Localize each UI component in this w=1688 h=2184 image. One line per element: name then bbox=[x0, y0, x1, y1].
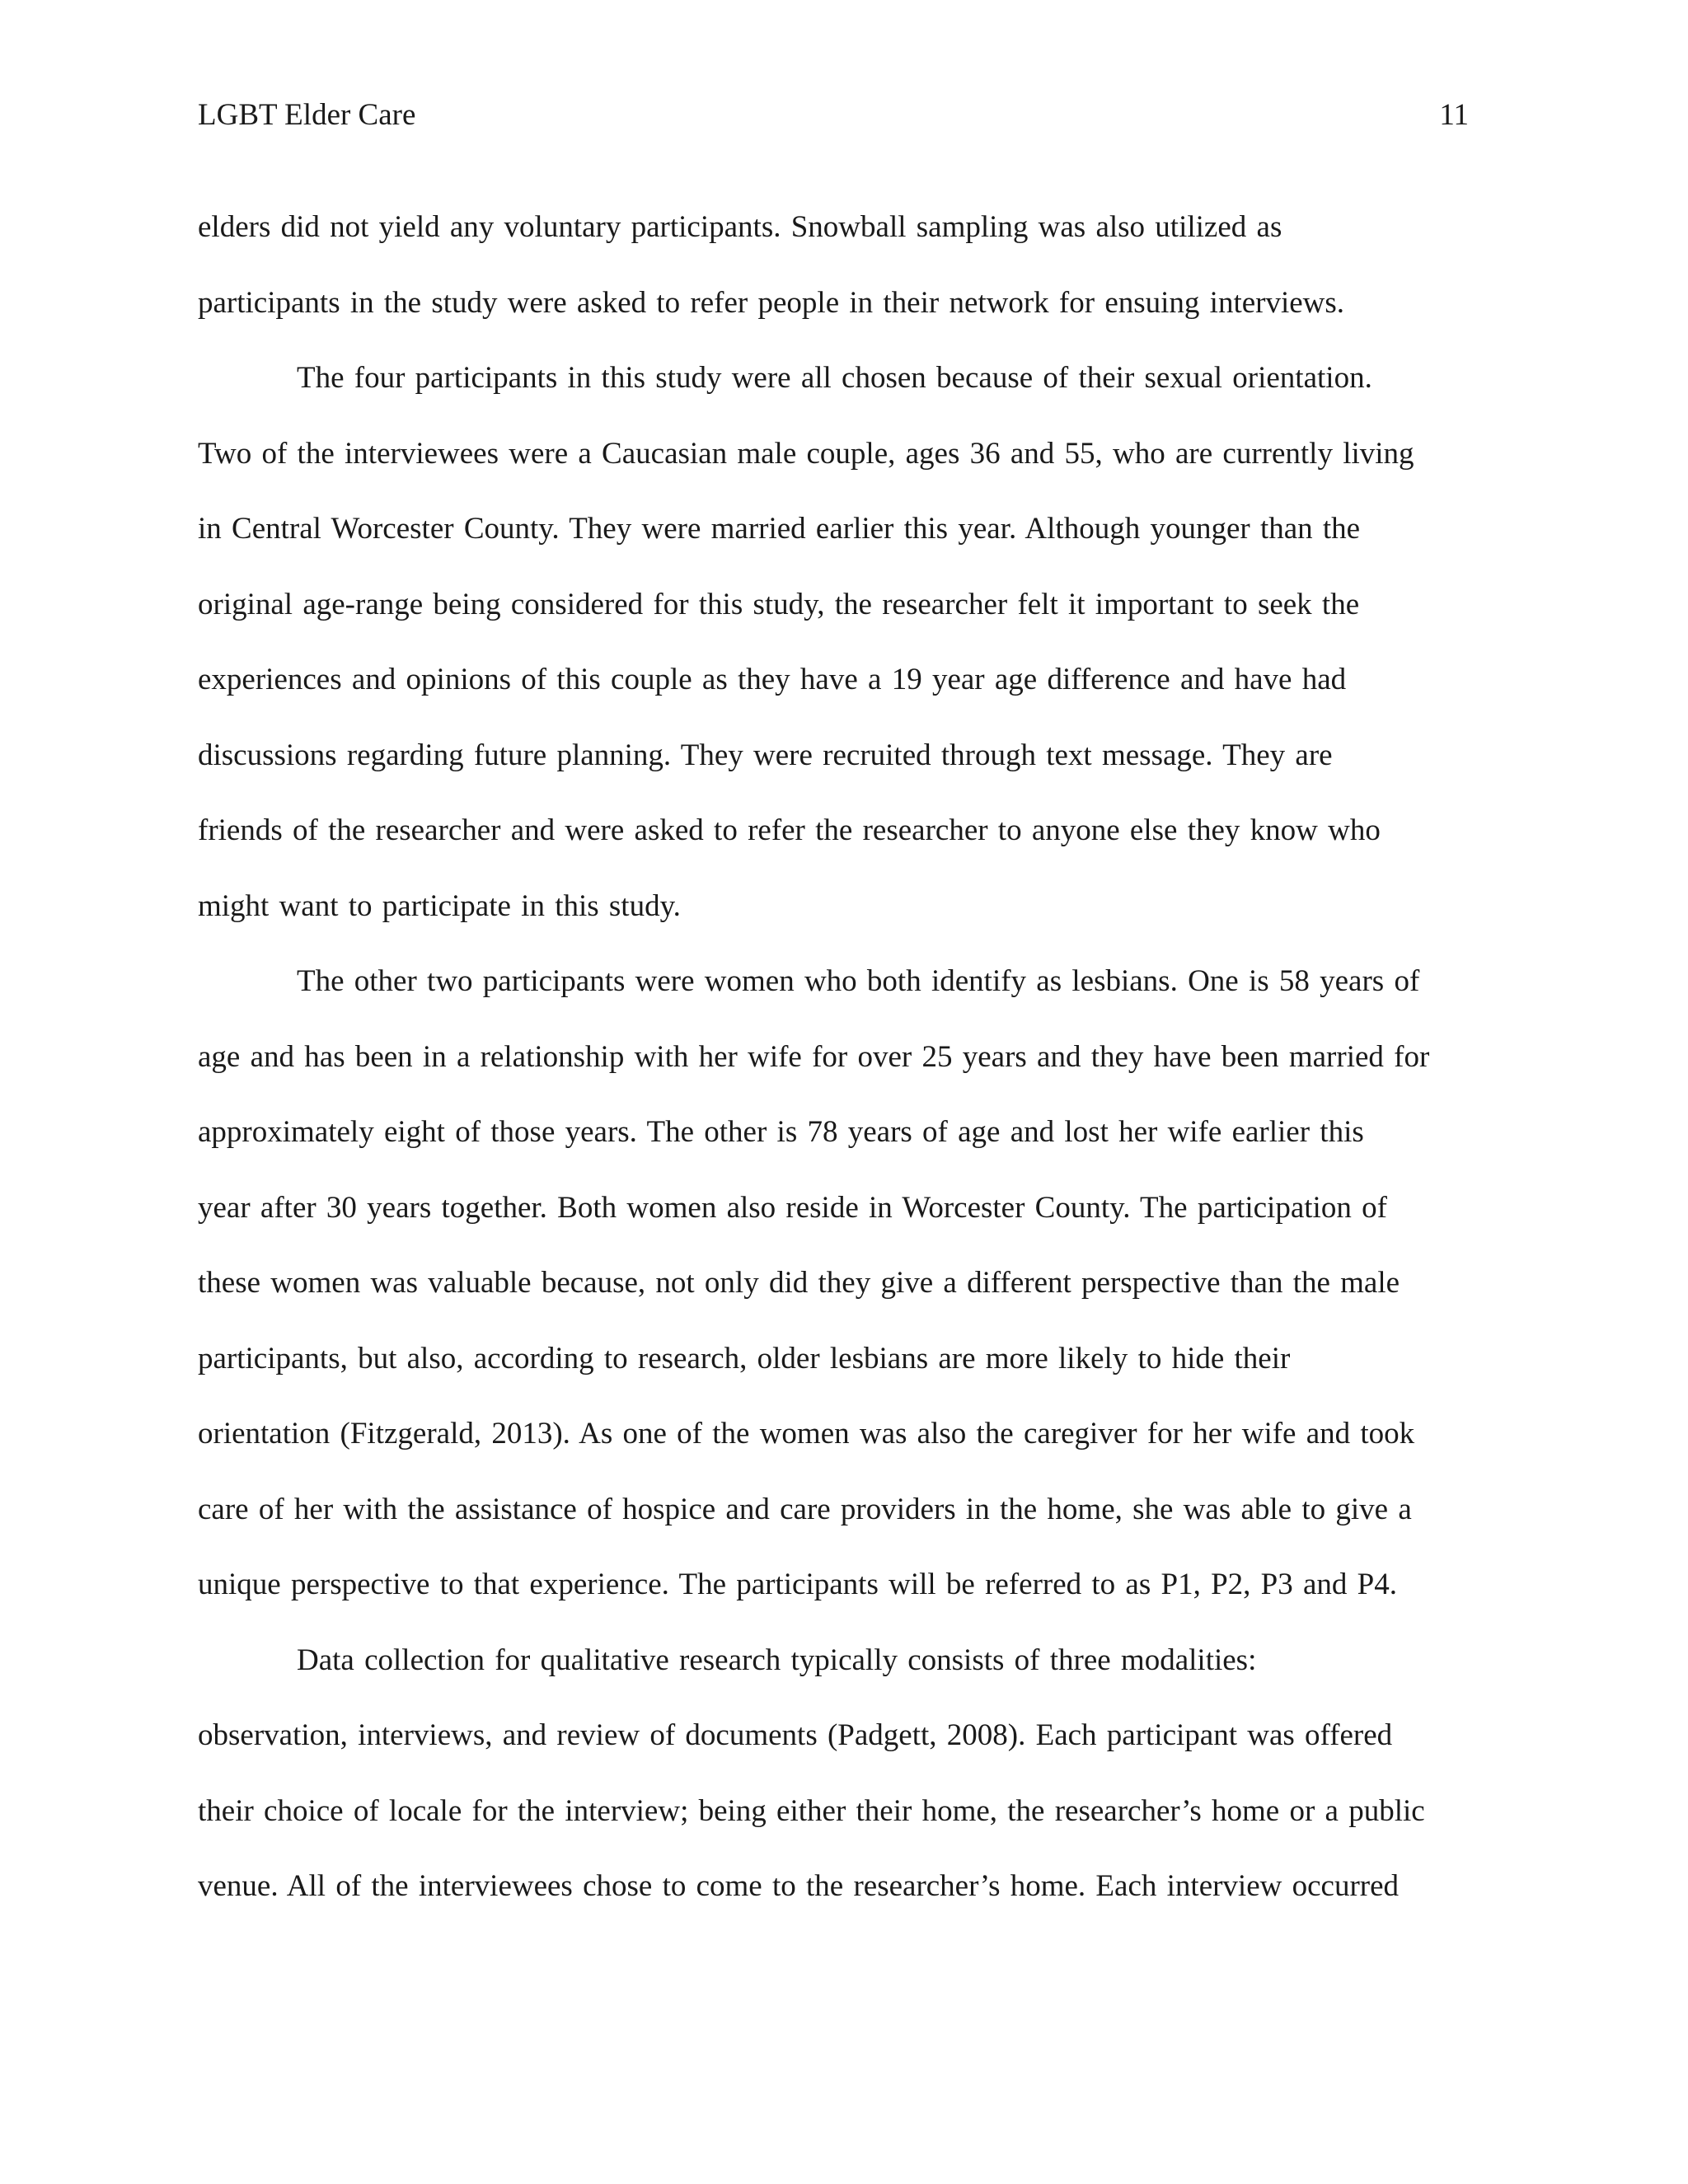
text-line: approximately eight of those years. The other is 78 years of age and lost her wife earlier this bbox=[198, 1115, 1364, 1149]
paragraph-first-line: The four participants in this study were all chosen because of their sexual orientation. bbox=[297, 361, 1372, 395]
text-line: observation, interviews, and review of documents (Padgett, 2008). Each participant was offered bbox=[198, 1718, 1393, 1752]
text-line: care of her with the assistance of hospice and care providers in the home, she was able to give a bbox=[198, 1492, 1412, 1526]
text-line: year after 30 years together. Both women also reside in Worcester County. The participation of bbox=[198, 1190, 1387, 1225]
text-line: age and has been in a relationship with her wife for over 25 years and they have been married for bbox=[198, 1039, 1430, 1074]
text-line: discussions regarding future planning. They were recruited through text message. They are bbox=[198, 738, 1333, 772]
text-line: original age-range being considered for this study, the researcher felt it important to seek the bbox=[198, 587, 1360, 621]
text-line: orientation (Fitzgerald, 2013). As one of the women was also the caregiver for her wife and took bbox=[198, 1417, 1415, 1451]
text-line: elders did not yield any voluntary participants. Snowball sampling was also utilized as bbox=[198, 210, 1282, 244]
text-line: participants, but also, according to research, older lesbians are more likely to hide their bbox=[198, 1341, 1291, 1376]
paragraph-first-line: Data collection for qualitative research typically consists of three modalities: bbox=[297, 1643, 1257, 1677]
text-line: unique perspective to that experience. The participants will be referred to as P1, P2, P3 and P4. bbox=[198, 1568, 1397, 1601]
text-line: might want to participate in this study. bbox=[198, 888, 681, 923]
running-head: LGBT Elder Care bbox=[198, 98, 416, 132]
page-number: 11 bbox=[1439, 98, 1469, 132]
text-line: their choice of locale for the interview; being either their home, the researcher’s home or a public bbox=[198, 1793, 1425, 1828]
text-line: participants in the study were asked to refer people in their network for ensuing interviews. bbox=[198, 285, 1345, 320]
text-line: experiences and opinions of this couple as they have a 19 year age difference and have had bbox=[198, 663, 1347, 696]
body-text bbox=[198, 190, 1484, 1924]
text-line: these women was valuable because, not only did they give a different perspective than the male bbox=[198, 1266, 1400, 1300]
text-line: Two of the interviewees were a Caucasian male couple, ages 36 and 55, who are currently living bbox=[198, 436, 1414, 471]
paragraph-first-line: The other two participants were women who both identify as lesbians. One is 58 years of bbox=[297, 964, 1420, 998]
text-line: venue. All of the interviewees chose to come to the researcher’s home. Each interview occurred bbox=[198, 1869, 1400, 1903]
text-line: in Central Worcester County. They were married earlier this year. Although younger than the bbox=[198, 512, 1361, 546]
text-line: friends of the researcher and were asked to refer the researcher to anyone else they know who bbox=[198, 813, 1381, 847]
